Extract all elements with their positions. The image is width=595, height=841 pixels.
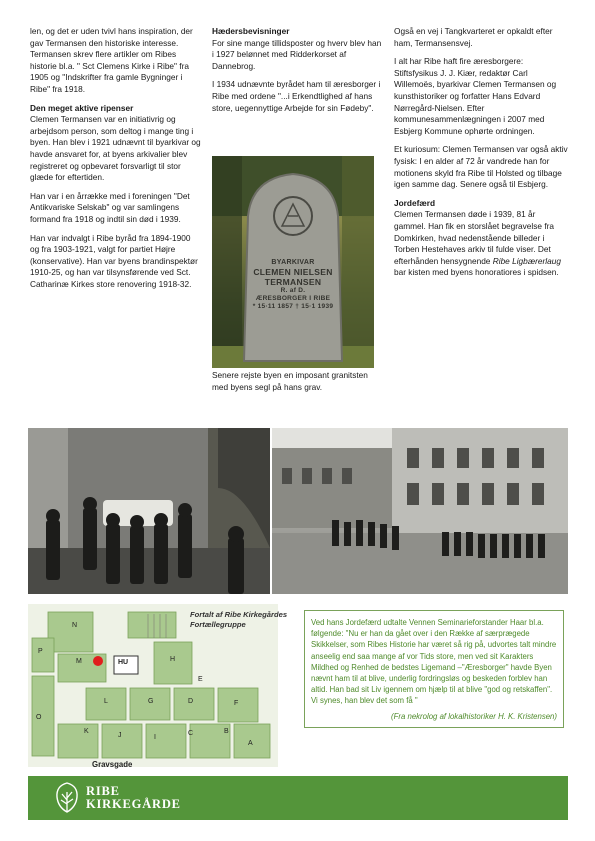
paragraph: Clemen Termansen var en initiativrig og arbejdsom person, som deltog i mange ting i byen. Han blev i 1921 udnævnt til byarkivar og havde ansvaret for, at byens arkivalier blev registreret og opbevaret forsvarligt til stor glæde for eftertiden. [30, 114, 201, 183]
paragraph: Også en vej i Tangkvarteret er opkaldt efter ham, Termansensvej. [394, 26, 553, 48]
map-section-label: P [38, 648, 43, 655]
map-section-label: H [170, 656, 176, 663]
map-section-label: A [248, 740, 253, 747]
map-section-label: J [118, 732, 122, 739]
map-credit: Fortalt af Ribe Kirkegårdes Fortællegruppe [190, 610, 288, 629]
map-section-label: K [84, 728, 89, 735]
stone-inscription: CLEMEN NIELSEN [253, 267, 333, 277]
map-section-label: G [148, 698, 154, 705]
stone-inscription: ÆRESBORGER I RIBE [255, 295, 331, 302]
quote-text: Ved hans Jordefærd udtalte Vennen Seminarieforstander Haar bl.a. følgende: "Nu er han da gået over i den Række af særprægede Skikkelser, som Ribes Historie har været så rig på, udvortes talt mindre anseelig end saa mange af vor Tids store, men ved sit Karakters Mildhed og Renhed de bedstes Ligemand –"Æresborger" havde Byen nævnt ham til at blive, underlig fordringsløs og beskeden forblev han altid. Han bad sit Liv igennem om hjælp til at blive "god og retskaffen". Vi synes, han blev det som få " [311, 618, 557, 706]
map-street-label: Gravsgade [92, 760, 133, 769]
obituary-quote-box [304, 610, 564, 728]
map-section-label: I [154, 734, 156, 741]
logo-line: KIRKEGÅRDE [86, 797, 181, 811]
paragraph: Han var indvalgt i Ribe byråd fra 1894-1900 og fra 1903-1921, valgt for partiet Højre (konservative). Han var byens brandinspektør 1910-25, og han var tilsynsførende ved Sct. Catharinæ Kirkes store renovering 1918-32. [30, 232, 198, 289]
paragraph: Et kuriosum: Clemen Termansen var også aktiv fysisk: I en alder af 72 år vandrede han for motionens skyld fra Ribe til Holsted og tilbage igen samme dag. Senere også til Esbjerg. [394, 144, 568, 190]
quote-source: (Fra nekrolog af lokalhistoriker H. K. Kristensen) [391, 711, 557, 721]
emphasis-text: Ribe Ligbærerlaug [492, 255, 561, 266]
map-section-label: O [36, 714, 42, 721]
paragraph-text: bar kisten med byens honoratiores i spidsen. [394, 267, 559, 278]
stone-inscription: * 15·11 1857 † 15·1 1939 [252, 303, 334, 310]
text-column-right [394, 26, 568, 286]
map-section-label: M [76, 658, 82, 665]
logo-line: RIBE [86, 784, 120, 798]
paragraph-text: Clemen Termansen døde i 1939, 81 år gammel. Han fik en storslået begravelse fra Domkirken, hvad nedenstående billeder i Torben Hestehaves arkiv til fulde viser. Det efterhånden hensygnende [394, 209, 555, 266]
paragraph: I alt har Ribe haft fire æresborgere: Stiftsfysikus J. J. Kiær, redaktør Carl Willemoës, byarkivar Clemen Termansen og kunsthistoriker og forfatter Hans Edvard Nørregård-Nielsen. Efter kommunesammenlægningen i 2007 med Esbjerg Kommune ophørte ordningen. [394, 56, 557, 136]
photo-caption: Senere rejste byen en imposant granitsten med byens segl på hans grav. [212, 370, 368, 392]
map-section-label: B [224, 728, 229, 735]
footer-banner [28, 776, 568, 820]
section-heading: Den meget aktive ripenser [30, 102, 134, 113]
paragraph: len, og det er uden tvivl hans inspiration, der gav Termansen den historiske interesse. Termansen skrev flere artikler om Ribes historie bl.a. " Sct Clemens Kirke i Ribe" fra 1905 og "Indskrifter fra gamle Bygninger i Ribe" fra 1918. [30, 26, 193, 94]
map-section-label: HU [118, 659, 129, 666]
map-section-label: N [72, 622, 78, 629]
section-heading: Hædersbevisninger [212, 26, 290, 36]
map-section-label: D [188, 698, 194, 705]
funeral-street-photo [272, 428, 568, 594]
funeral-procession-photo [28, 428, 270, 594]
paragraph [394, 209, 568, 279]
paragraph: I 1934 udnævnte byrådet ham til æresborger i Ribe med ordene "...i Erkendtlighed af hans store, uegennyttige Arbejde for sin Fødeby". [212, 79, 381, 113]
funeral-photo-illustration [28, 428, 270, 594]
section-heading: Jordefærd [394, 197, 436, 208]
gravestone-photo [212, 156, 374, 368]
stone-inscription: R. af D. [280, 287, 306, 294]
stone-inscription: TERMANSEN [264, 277, 322, 287]
tree-icon [54, 782, 80, 814]
map-section-label: E [198, 676, 203, 683]
street-photo-illustration [272, 428, 568, 594]
map-section-label: F [234, 700, 239, 707]
text-column-middle [212, 26, 382, 121]
paragraph: For sine mange tillidsposter og hverv blev han i 1927 belønnet med Ridderkorset af Dannebrog. [212, 37, 382, 71]
map-section-label: C [188, 730, 194, 737]
stone-inscription: BYARKIVAR [271, 259, 315, 266]
text-column-left [30, 26, 202, 297]
paragraph: Han var i en årrække med i foreningen "Det Antikvariske Selskab" og var samlingens formand fra 1918 og indtil sin død i 1939. [30, 190, 190, 224]
map-section-label: L [104, 698, 108, 705]
footer-logo-text [86, 785, 181, 811]
